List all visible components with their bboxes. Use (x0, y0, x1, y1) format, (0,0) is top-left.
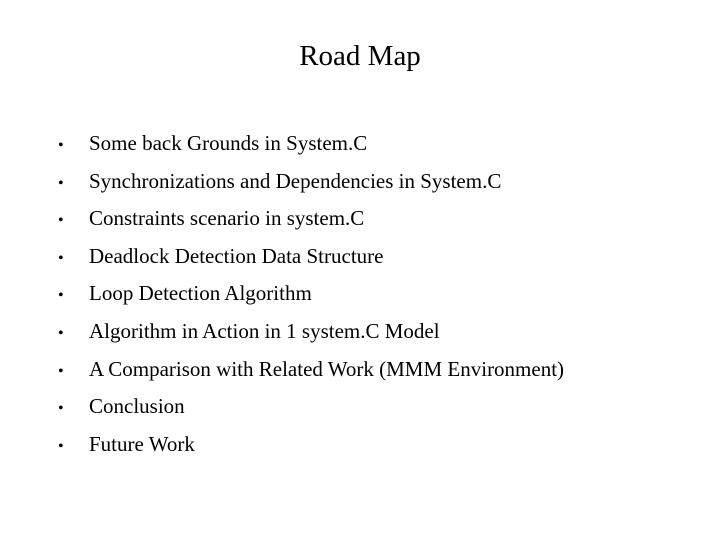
bullet-list (58, 126, 564, 464)
list-item (58, 427, 564, 465)
list-item-text: Constraints scenario in system.C (89, 206, 365, 231)
list-item-text: A Comparison with Related Work (MMM Environment) (89, 356, 565, 381)
list-item (58, 389, 564, 427)
list-item (58, 314, 564, 352)
list-item (58, 126, 564, 164)
bullet-icon: • (58, 324, 64, 342)
list-item-text: Algorithm in Action in 1 system.C Model (89, 318, 440, 343)
list-item (58, 201, 564, 239)
list-item-text: Loop Detection Algorithm (89, 281, 312, 306)
bullet-icon: • (58, 400, 64, 418)
list-item-text: Deadlock Detection Data Structure (89, 243, 384, 268)
bullet-icon: • (58, 212, 64, 230)
list-item (58, 164, 564, 202)
bullet-icon: • (58, 362, 64, 380)
list-item-text: Future Work (89, 431, 195, 456)
list-item (58, 239, 564, 277)
bullet-icon: • (58, 174, 64, 192)
bullet-icon: • (58, 137, 64, 154)
list-item-text: Conclusion (89, 394, 185, 419)
bullet-icon: • (58, 287, 64, 305)
list-item-text: Some back Grounds in System.C (89, 131, 368, 155)
list-item (58, 352, 564, 390)
bullet-icon: • (58, 437, 64, 455)
list-item (58, 276, 564, 314)
list-item-text: Synchronizations and Dependencies in System.C (89, 168, 502, 193)
bullet-icon: • (58, 249, 64, 267)
slide-title: Road Map (299, 40, 421, 72)
